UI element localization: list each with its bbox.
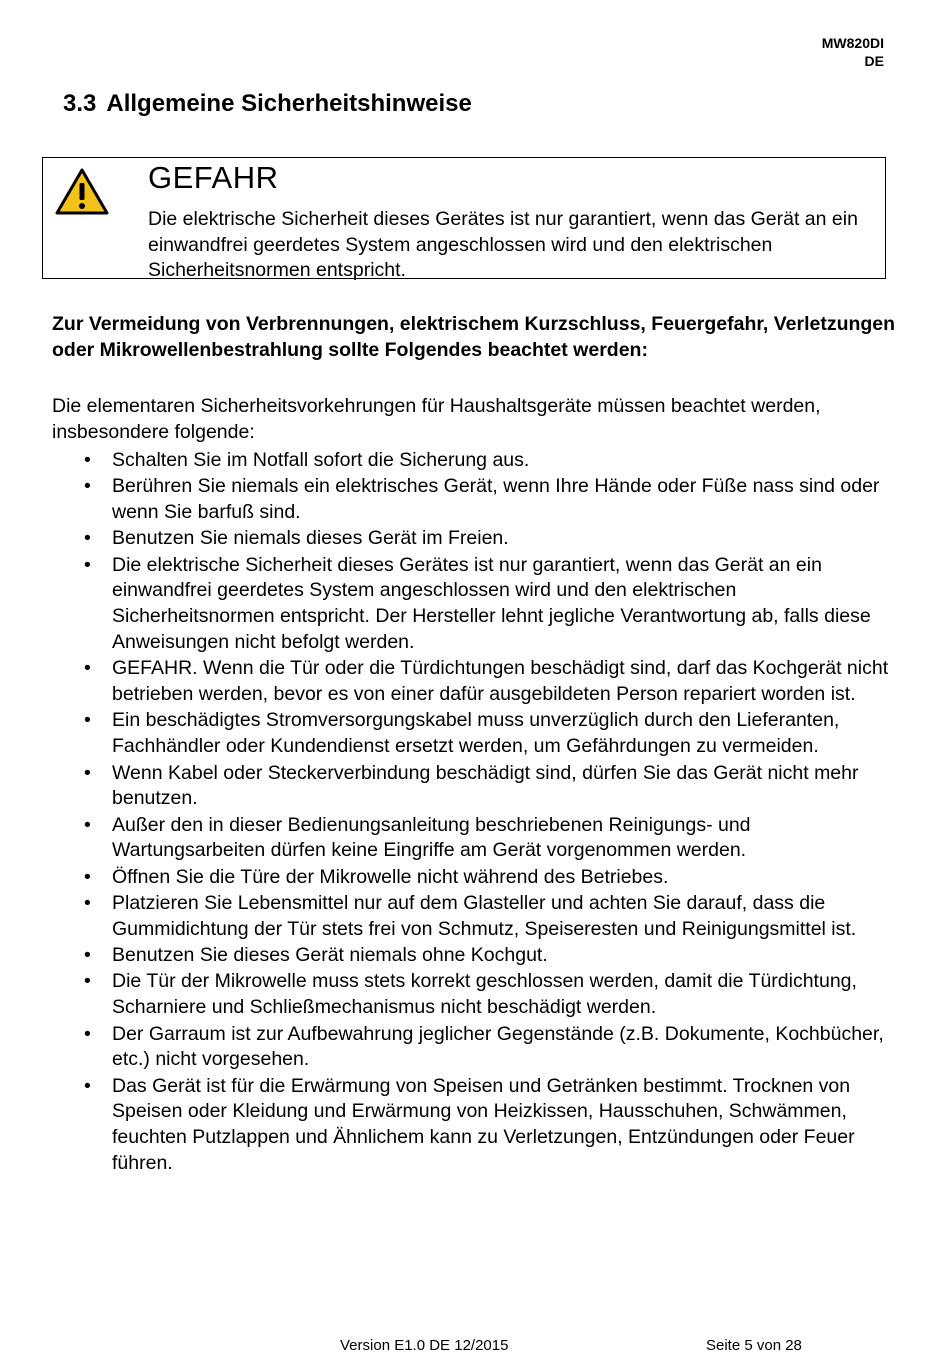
list-item <box>0 526 902 552</box>
model-number: MW820DI <box>821 35 884 51</box>
list-item-text: Ein beschädigtes Stromversorgungskabel muss unverzüglich durch den Lieferanten, Fachhändler oder Kundendienst ersetzt werden, um Gefährdungen zu vermeiden. <box>112 709 840 758</box>
list-item <box>0 1074 902 1177</box>
bullet-icon: • <box>84 970 91 993</box>
warning-triangle-icon <box>54 167 110 217</box>
footer-page-number: Seite 5 von 28 <box>706 1337 802 1354</box>
list-item-text: Die Tür der Mikrowelle muss stets korrekt geschlossen werden, damit die Türdichtung, Scharniere und Schließmechanismus nicht beschädigt werden. <box>112 970 857 1019</box>
bullet-icon: • <box>84 475 91 498</box>
bullet-icon: • <box>84 449 91 471</box>
list-item-text: Öffnen Sie die Türe der Mikrowelle nicht während des Betriebes. <box>112 865 669 888</box>
bullet-icon: • <box>84 709 91 732</box>
list-item-text: Der Garraum ist zur Aufbewahrung jeglicher Gegenstände (z.B. Dokumente, Kochbücher, etc.) nicht vorgesehen. <box>112 1022 884 1071</box>
section-number: 3.3 <box>63 90 97 117</box>
document-code <box>822 34 884 70</box>
list-item-text: Wenn Kabel oder Steckerverbindung beschädigt sind, dürfen Sie das Gerät nicht mehr benutzen. <box>112 761 859 810</box>
list-item <box>0 553 902 656</box>
list-item-text: Das Gerät ist für die Erwärmung von Speisen und Getränken bestimmt. Trocknen von Speisen oder Kleidung und Erwärmung von Heizkissen, Hausschuhen, Schwämmen, feuchten Putzlappen und Ähnlichem kann zu Verletzungen, Entzündungen oder Feuer führen. <box>112 1074 855 1175</box>
bullet-icon: • <box>84 1074 91 1097</box>
list-item <box>0 708 902 760</box>
list-item-text: Platzieren Sie Lebensmittel nur auf dem Glasteller und achten Sie darauf, dass die Gummidichtung der Tür stets frei von Schmutz, Speiseresten und Reinigungsmittel ist. <box>112 892 857 940</box>
list-item <box>0 891 902 943</box>
bullet-icon: • <box>84 944 91 967</box>
section-title <box>63 90 472 118</box>
list-item-text: Berühren Sie niemals ein elektrisches Gerät, wenn Ihre Hände oder Füße nass sind oder wenn Sie barfuß sind. <box>112 475 880 524</box>
danger-title: GEFAHR <box>148 160 279 195</box>
bullet-icon: • <box>84 865 91 888</box>
list-item <box>0 656 902 708</box>
list-item-text: GEFAHR. Wenn die Tür oder die Türdichtungen beschädigt sind, darf das Kochgerät nicht betrieben werden, bevor es von einer dafür ausgebildeten Person repariert worden ist. <box>112 657 889 706</box>
list-item-text: Außer den in dieser Bedienungsanleitung beschriebenen Reinigungs- und Wartungsarbeiten dürfen keine Eingriffe am Gerät vorgenommen werden. <box>112 813 751 862</box>
list-item <box>0 969 902 1021</box>
list-item-text: Die elektrische Sicherheit dieses Gerätes ist nur garantiert, wenn das Gerät an ein einwandfrei geerdetes System angeschlossen wird und den elektrischen Sicherheitsnormen entspricht. Der Hersteller lehnt jegliche Verantwortung ab, falls diese Anweisungen nicht befolgt werden. <box>112 553 871 654</box>
language-code: DE <box>864 53 884 69</box>
list-item <box>0 865 902 891</box>
list-item <box>0 813 902 865</box>
bullet-icon: • <box>84 553 91 576</box>
list-item-text: Schalten Sie im Notfall sofort die Sicherung aus. <box>112 449 530 471</box>
bullet-icon: • <box>84 657 91 680</box>
list-item <box>0 943 902 969</box>
list-item-text: Benutzen Sie dieses Gerät niemals ohne Kochgut. <box>112 944 548 967</box>
bullet-icon: • <box>84 813 91 836</box>
intro-statement: Zur Vermeidung von Verbrennungen, elektrischem Kurzschluss, Feuergefahr, Verletzungen oder Mikrowellenbestrahlung sollte Folgendes beachtet werden: <box>52 313 896 361</box>
bullet-icon: • <box>84 1022 91 1045</box>
list-item <box>0 448 902 474</box>
list-item <box>0 761 902 813</box>
list-item <box>0 474 902 526</box>
bullet-icon: • <box>84 527 91 550</box>
footer-version: Version E1.0 DE 12/2015 <box>340 1337 509 1354</box>
safety-list <box>0 448 950 1177</box>
danger-text: Die elektrische Sicherheit dieses Gerätes ist nur garantiert, wenn das Gerät an ein einwandfrei geerdetes System angeschlossen wird und den elektrischen Sicherheitsnormen entspricht. <box>148 208 858 281</box>
danger-box <box>42 157 886 279</box>
list-item-text: Benutzen Sie niemals dieses Gerät im Freien. <box>112 527 509 550</box>
list-item <box>0 1022 902 1074</box>
bullet-icon: • <box>84 892 91 915</box>
lead-paragraph: Die elementaren Sicherheitsvorkehrungen für Haushaltsgeräte müssen beachtet werden, insbesondere folgende: <box>52 395 821 443</box>
section-heading: Allgemeine Sicherheitshinweise <box>106 90 472 117</box>
bullet-icon: • <box>84 761 91 784</box>
